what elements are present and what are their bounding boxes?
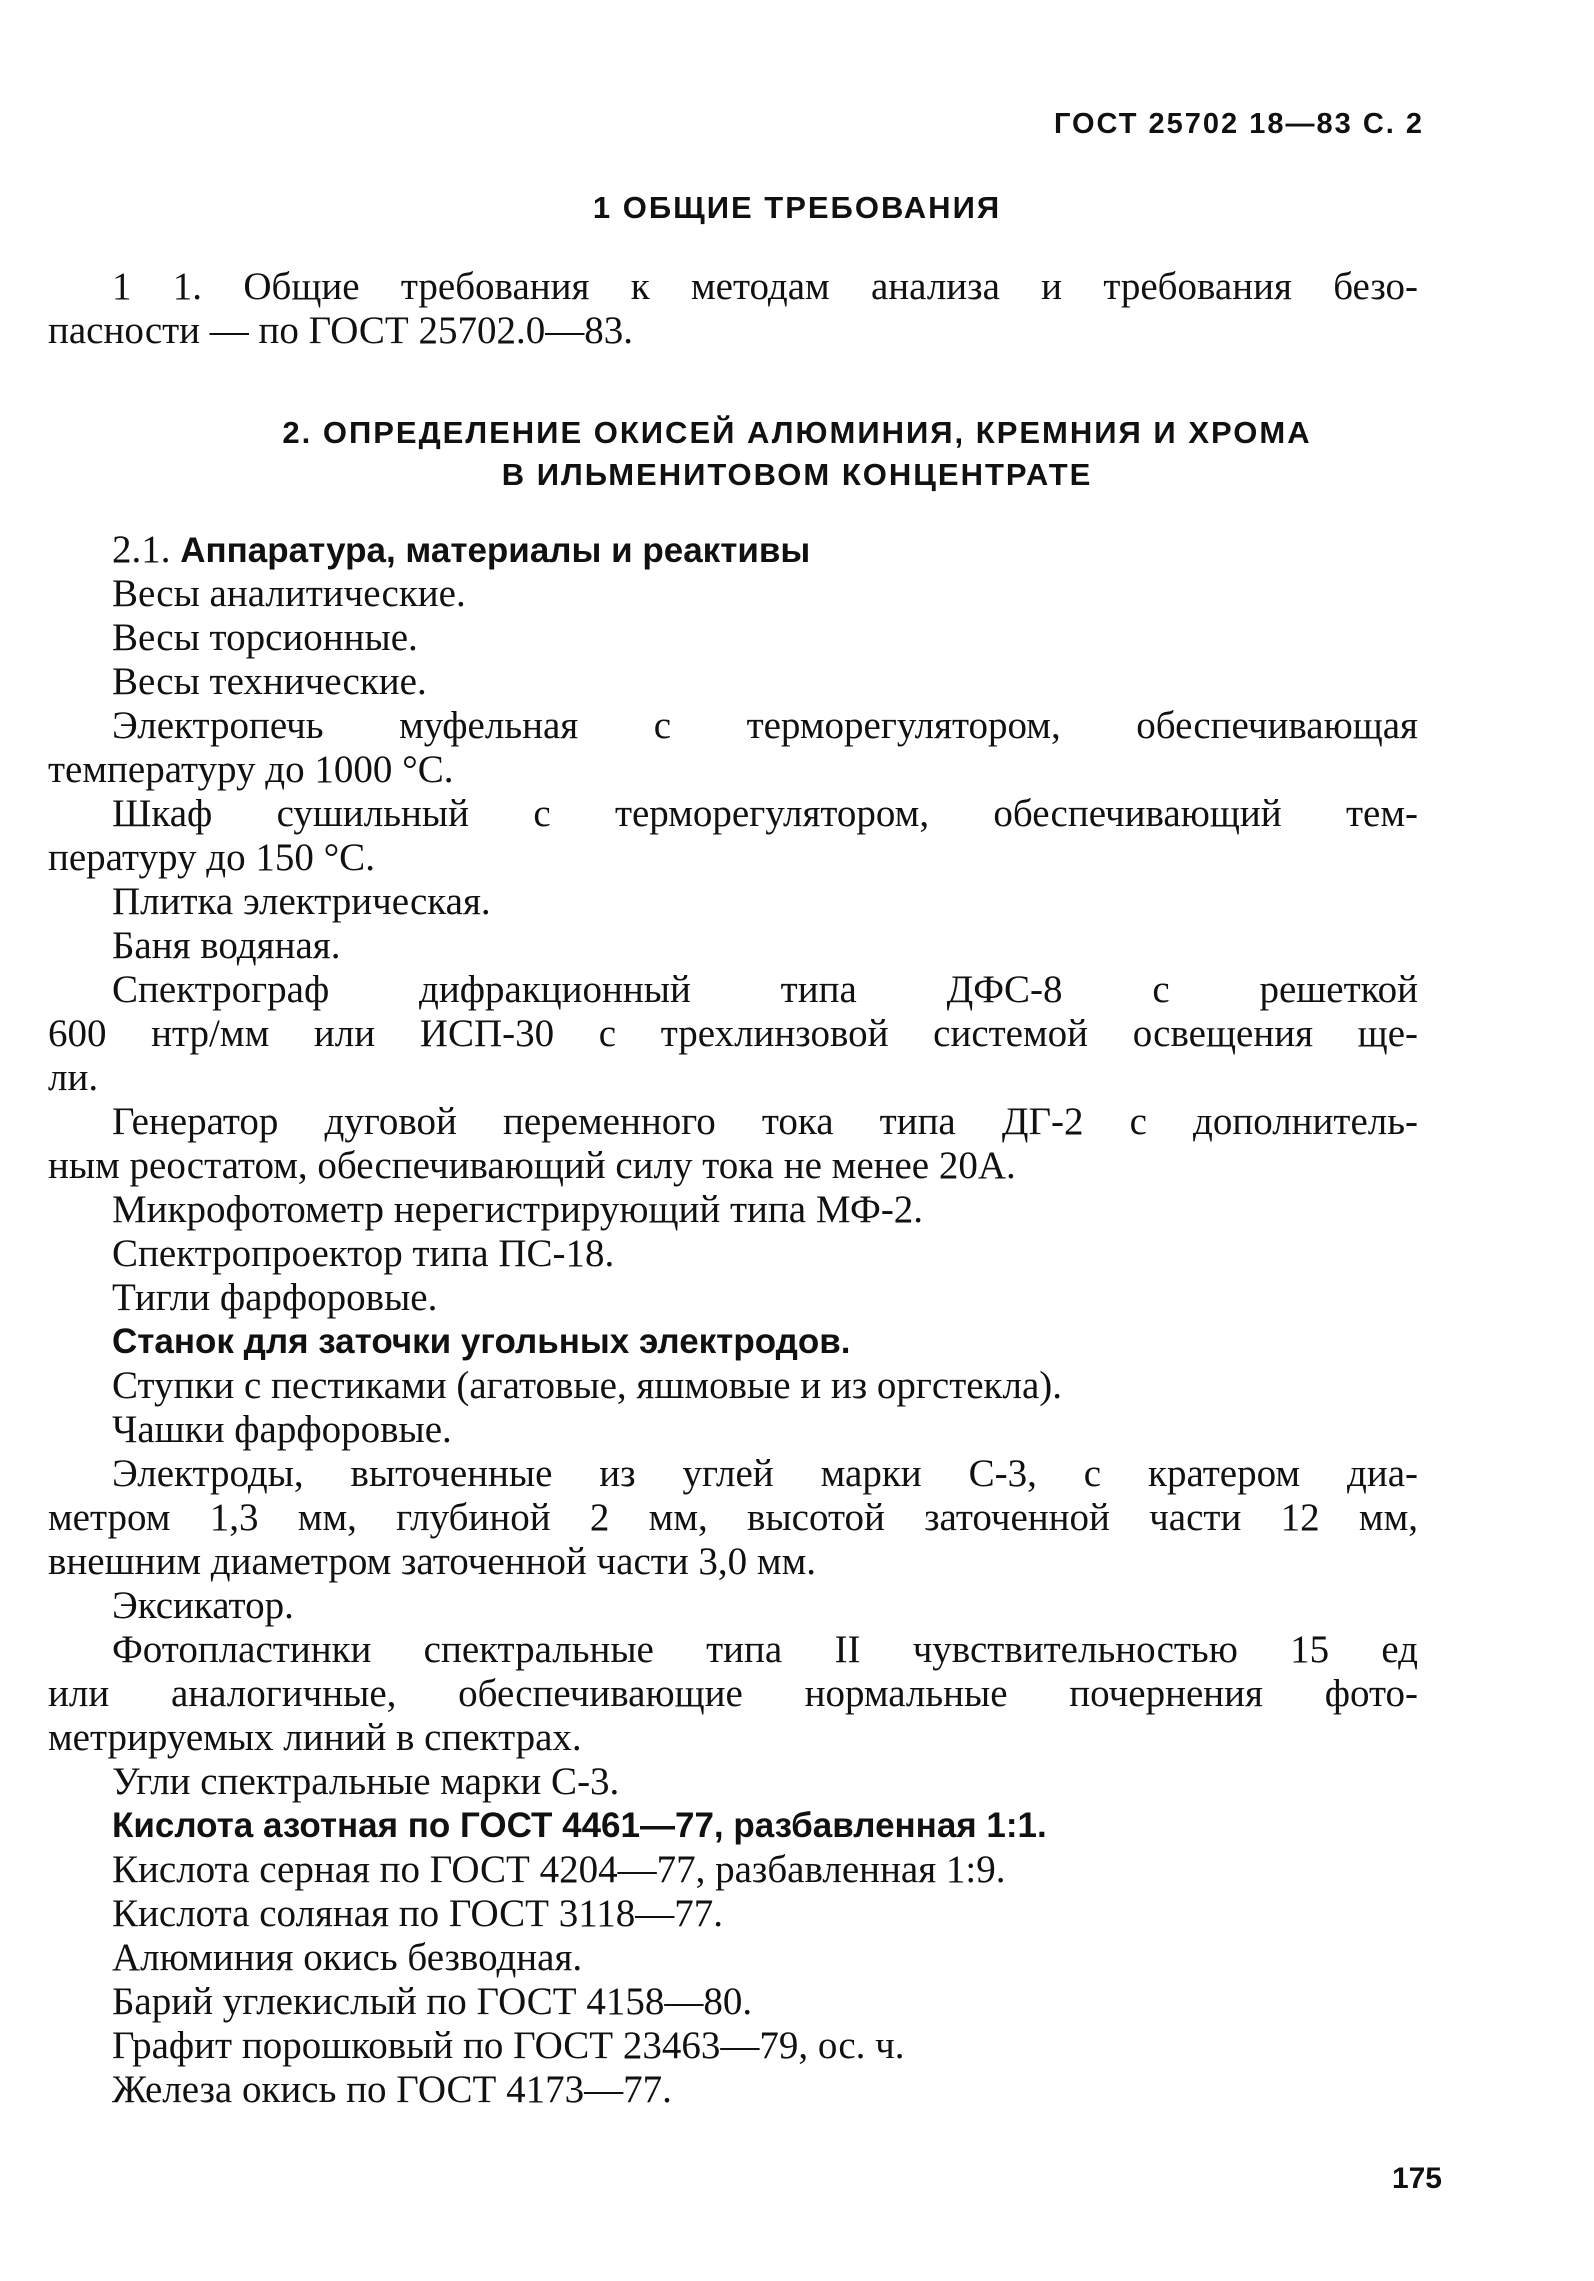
list-item: Весы технические. bbox=[112, 660, 427, 703]
page-number: 175 bbox=[1391, 2162, 1442, 2195]
list-item-continuation: или аналогичные, обеспечивающие нормальные почернения фото- bbox=[48, 1672, 1418, 1715]
list-item: Кислота серная по ГОСТ 4204—77, разбавленная 1:9. bbox=[112, 1848, 1006, 1891]
list-item: Кислота соляная по ГОСТ 3118—77. bbox=[112, 1892, 724, 1935]
list-item: Ступки с пестиками (агатовые, яшмовые и из оргстекла). bbox=[112, 1364, 1063, 1407]
list-item: Алюминия окись безводная. bbox=[112, 1936, 583, 1979]
subheading bbox=[112, 528, 1418, 573]
section-2-title-line-1: 2. ОПРЕДЕЛЕНИЕ ОКИСЕЙ АЛЮМИНИЯ, КРЕМНИЯ И ХРОМА bbox=[282, 415, 1312, 450]
section-1-title: 1 ОБЩИЕ ТРЕБОВАНИЯ bbox=[592, 190, 1002, 225]
list-item: Барий углекислый по ГОСТ 4158—80. bbox=[112, 1980, 753, 2023]
list-item: Чашки фарфоровые. bbox=[112, 1408, 452, 1451]
list-item-continuation: 600 нтр/мм или ИСП-30 с трехлинзовой системой освещения ще- bbox=[48, 1012, 1418, 1055]
list-item: Спектропроектор типа ПС-18. bbox=[112, 1232, 615, 1275]
list-item: Микрофотометр нерегистрирующий типа МФ-2. bbox=[112, 1188, 924, 1231]
subheading-title: Аппаратура, материалы и реактивы bbox=[180, 531, 811, 570]
list-item-continuation: внешним диаметром заточенной части 3,0 мм. bbox=[48, 1540, 817, 1583]
list-item-continuation: температуру до 1000 °С. bbox=[48, 748, 454, 791]
list-item-continuation: метрируемых линий в спектрах. bbox=[48, 1716, 582, 1759]
list-item: Тигли фарфоровые. bbox=[112, 1276, 438, 1319]
list-item: Весы торсионные. bbox=[112, 616, 418, 659]
list-item: Электроды, выточенные из углей марки С-3, с кратером диа- bbox=[112, 1452, 1418, 1495]
list-item-continuation: ным реостатом, обеспечивающий силу тока не менее 20А. bbox=[48, 1144, 1016, 1187]
list-item: Угли спектральные марки С-3. bbox=[112, 1760, 620, 1803]
list-item: Плитка электрическая. bbox=[112, 880, 491, 923]
list-item: Весы аналитические. bbox=[112, 572, 466, 615]
list-item: Железа окись по ГОСТ 4173—77. bbox=[112, 2068, 672, 2111]
list-item-continuation: метром 1,3 мм, глубиной 2 мм, высотой заточенной части 12 мм, bbox=[48, 1496, 1418, 1539]
list-item: Графит порошковый по ГОСТ 23463—79, ос. ч. bbox=[112, 2024, 905, 2067]
list-item-continuation: ли. bbox=[48, 1056, 99, 1099]
list-item: Баня водяная. bbox=[112, 924, 341, 967]
subheading-number: 2.1. bbox=[112, 528, 171, 571]
list-item-continuation: пературу до 150 °С. bbox=[48, 836, 375, 879]
list-item: Станок для заточки угольных электродов. bbox=[112, 1322, 851, 1361]
list-item: Электропечь муфельная с терморегулятором, обеспечивающая bbox=[112, 704, 1418, 747]
paragraph-line: 1 1. Общие требования к методам анализа и требования безо- bbox=[112, 265, 1418, 308]
section-2-title-line-2: В ИЛЬМЕНИТОВОМ КОНЦЕНТРАТЕ bbox=[501, 457, 1093, 492]
list-item: Эксикатор. bbox=[112, 1584, 294, 1627]
list-item: Генератор дуговой переменного тока типа ДГ-2 с дополнитель- bbox=[112, 1100, 1418, 1143]
page-header-code: ГОСТ 25702 18—83 С. 2 bbox=[1053, 108, 1424, 140]
paragraph-line: пасности — по ГОСТ 25702.0—83. bbox=[48, 309, 633, 352]
list-item: Фотопластинки спектральные типа II чувствительностью 15 ед bbox=[112, 1628, 1418, 1671]
list-item: Кислота азотная по ГОСТ 4461—77, разбавленная 1:1. bbox=[112, 1806, 1047, 1845]
list-item: Шкаф сушильный с терморегулятором, обеспечивающий тем- bbox=[112, 792, 1418, 835]
list-item: Спектрограф дифракционный типа ДФС-8 с решеткой bbox=[112, 968, 1418, 1011]
